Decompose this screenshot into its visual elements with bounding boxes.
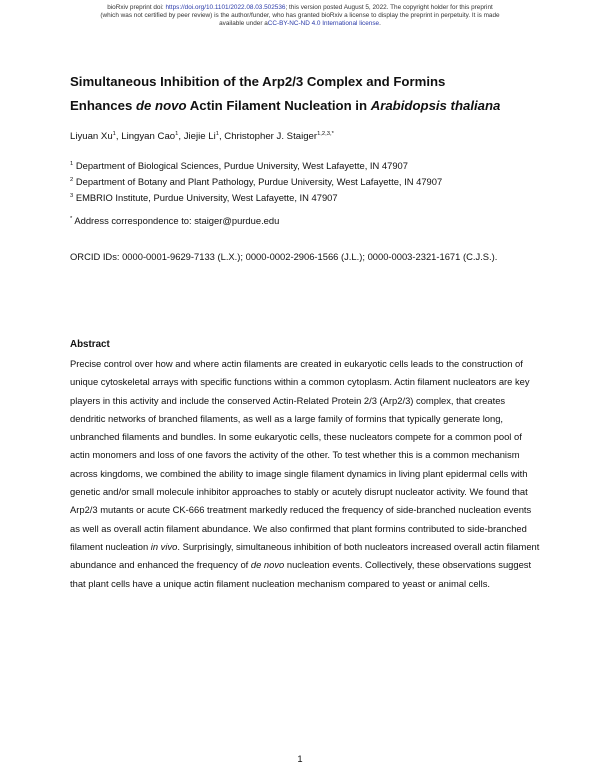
header-text: bioRxiv preprint doi: bbox=[107, 4, 166, 11]
affiliation-3 bbox=[70, 192, 338, 203]
affiliation-sup: 2 bbox=[70, 177, 74, 183]
abstract-italic: in vivo bbox=[150, 540, 178, 552]
correspondence-sup: * bbox=[70, 216, 73, 222]
author-sup: 1,2,3,* bbox=[317, 131, 334, 137]
title-text: Enhances bbox=[70, 98, 136, 113]
affiliation-sup: 1 bbox=[70, 161, 74, 167]
abstract-body bbox=[70, 355, 542, 593]
orcid-ids: ORCID IDs: 0000-0001-9629-7133 (L.X.); 0000-0002-2906-1566 (J.L.); 0000-0003-2321-1671 (C.J.S.). bbox=[70, 251, 498, 262]
author-name: Liyuan Xu bbox=[70, 131, 113, 142]
header-line-1 bbox=[40, 4, 560, 12]
abstract-text: . Surprisingly, simultaneous inhibition of both nucleators increased overall actin filament abundance and enhanced the frequency of bbox=[70, 540, 540, 571]
abstract-heading: Abstract bbox=[70, 339, 110, 350]
title-line-2 bbox=[70, 94, 540, 118]
affiliation-text: Department of Botany and Plant Pathology, Purdue University, West Lafayette, IN 47907 bbox=[75, 176, 443, 187]
title-species: Arabidopsis thaliana bbox=[370, 98, 501, 113]
affiliation-2 bbox=[70, 176, 442, 187]
affiliation-1 bbox=[70, 160, 408, 171]
header-text: . bbox=[379, 20, 381, 28]
doi-link[interactable]: https://doi.org/10.1101/2022.08.03.502536 bbox=[165, 4, 286, 11]
affiliation-text: Department of Biological Sciences, Purdue University, West Lafayette, IN 47907 bbox=[75, 160, 408, 171]
header-text: available under a bbox=[219, 20, 268, 28]
header-line-2: (which was not certified by peer review) is the author/funder, who has granted bioRxiv a license to display the preprint in perpetuity. It is made bbox=[100, 12, 500, 20]
author-sup: 1 bbox=[175, 131, 179, 137]
author-name: Christopher J. Staiger bbox=[224, 131, 318, 142]
correspondence bbox=[70, 215, 279, 226]
author-name: Jiejie Li bbox=[183, 131, 216, 142]
abstract-text: Precise control over how and where actin filaments are created in eukaryotic cells leads to the construction of unique cytoskeletal arrays with specific functions within a common cytoplasm. Actin filament nucleators are key players in this activity and include the conserved Actin-Related Protein 2/3 (Arp2/3) complex, that creates dendritic networks of branched filaments, as well as a large family of formins that typically generate long, unbranched filaments and bundles. In some eukaryotic cells, these nucleators compete for a common pool of actin monomers and loss of one favors the activity of the other. To test whether this is a common mechanism across kingdoms, we combined the ability to image single filament dynamics in living plant epidermal cells with genetic and/or small molecule inhibitor approaches to stably or acutely disrupt nucleator activity. We found that Arp2/3 mutants or acute CK-666 treatment markedly reduced the frequency of side-branched nucleation events as well as overall actin filament abundance. We also confirmed that plant formins contributed to side-branched filament nucleation bbox=[70, 358, 532, 552]
preprint-header bbox=[40, 4, 560, 29]
header-text: ; this version posted August 5, 2022. The copyright holder for this preprint bbox=[285, 4, 493, 11]
abstract-text: nucleation events. Collectively, these observations suggest that plant cells have a unique actin filament nucleation mechanism compared to yeast or animal cells. bbox=[70, 559, 532, 589]
correspondence-text: Address correspondence to: staiger@purdue.edu bbox=[74, 215, 280, 226]
author bbox=[224, 131, 334, 142]
page-number: 1 bbox=[297, 753, 303, 764]
title-italic: de novo bbox=[135, 98, 187, 113]
affiliation-sup: 3 bbox=[70, 193, 74, 199]
author-name: Lingyan Cao bbox=[121, 131, 176, 142]
header-line-3 bbox=[40, 20, 560, 28]
author bbox=[184, 131, 219, 142]
paper-title bbox=[70, 70, 540, 118]
affiliation-text: EMBRIO Institute, Purdue University, West Lafayette, IN 47907 bbox=[75, 192, 338, 203]
author-sup: 1 bbox=[112, 131, 116, 137]
author bbox=[70, 131, 116, 142]
title-line-1: Simultaneous Inhibition of the Arp2/3 Complex and Formins bbox=[70, 74, 446, 89]
abstract-italic: de novo bbox=[250, 559, 285, 571]
author-list: Liyuan Xu$^1$, Lingyan Cao$^1$, Jiejie Li$^1$, Christopher J. Staiger$^{1,2,3,*}$ bbox=[70, 131, 334, 142]
license-link[interactable]: CC-BY-NC-ND 4.0 International license bbox=[267, 20, 380, 28]
author bbox=[121, 131, 178, 142]
author-sup: 1 bbox=[215, 131, 219, 137]
title-text: Actin Filament Nucleation in bbox=[186, 98, 371, 113]
